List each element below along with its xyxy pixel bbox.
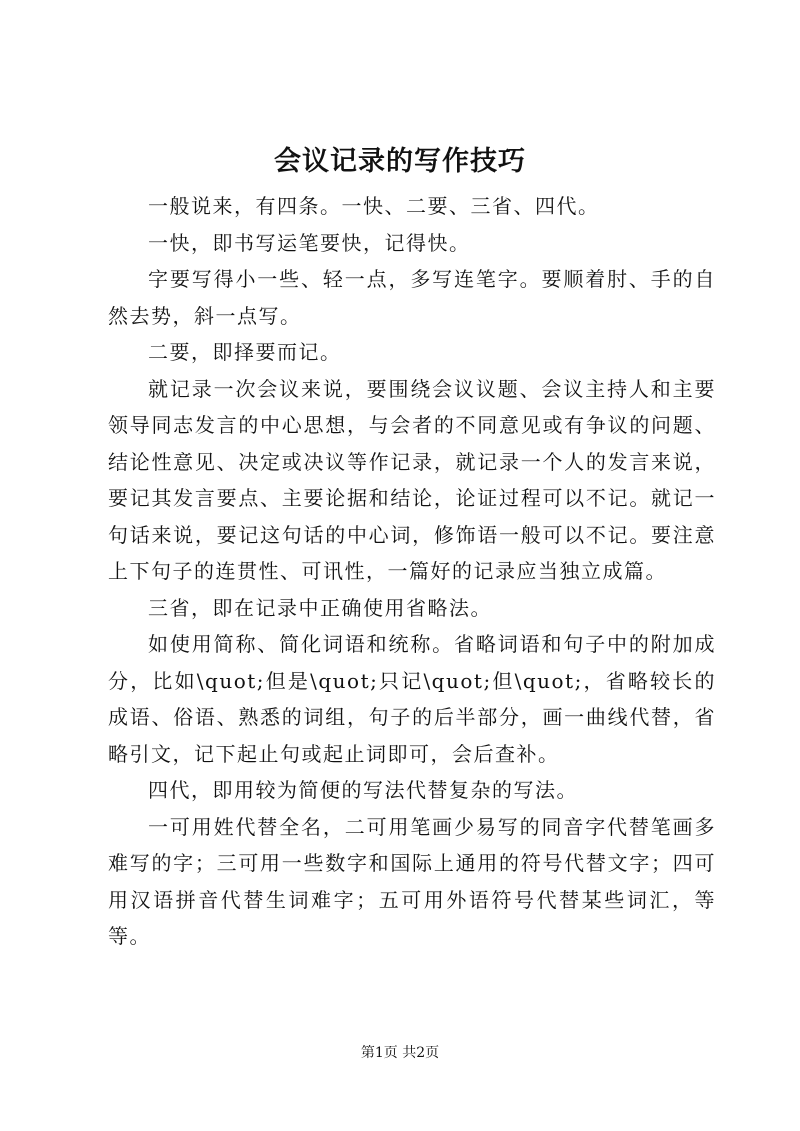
paragraph: 四代，即用较为简便的写法代替复杂的写法。 <box>148 778 578 802</box>
paragraph: 三省，即在记录中正确使用省略法。 <box>148 595 492 620</box>
paragraph: 就记录一次会议来说，要围绕会议议题、会议主持人和主要领导同志发言的中心思想，与会者的不同意见或有争议的问题、结论性意见、决定或决议等作记录，就记录一个人的发言来说，要记其发言要点、主要论据和结论，论证过程可以不记。就记一句话来说，要记这句话的中心词，修饰语一般可以不记。要注意上下句子的连贯性、可讯性，一篇好的记录应当独立成篇。 <box>108 376 716 583</box>
paragraph: 字要写得小一些、轻一点，多写连笔字。要顺着肘、手的自然去势，斜一点写。 <box>108 267 716 328</box>
paragraph: 如使用简称、简化词语和统称。省略词语和句子中的附加成分，比如\quot;但是\quot;只记\quot;但\quot;，省略较长的成语、俗语、熟悉的词组，句子的后半部分，画一曲线代替，省略引文，记下起止句或起止词即可，会后查补。 <box>108 632 716 766</box>
page-footer: 第1页 共2页 <box>360 1045 440 1061</box>
document-title: 会议记录的写作技巧 <box>274 146 526 177</box>
paragraph: 一快，即书写运笔要快，记得快。 <box>148 230 471 255</box>
paragraph: 二要，即择要而记。 <box>148 340 342 364</box>
paragraph: 一般说来，有四条。一快、二要、三省、四代。 <box>148 194 600 218</box>
document-body <box>108 188 716 955</box>
paragraph: 一可用姓代替全名，二可用笔画少易写的同音字代替笔画多难写的字；三可用一些数字和国际上通用的符号代替文字；四可用汉语拼音代替生词难字；五可用外语符号代替某些词汇，等等。 <box>108 814 716 948</box>
